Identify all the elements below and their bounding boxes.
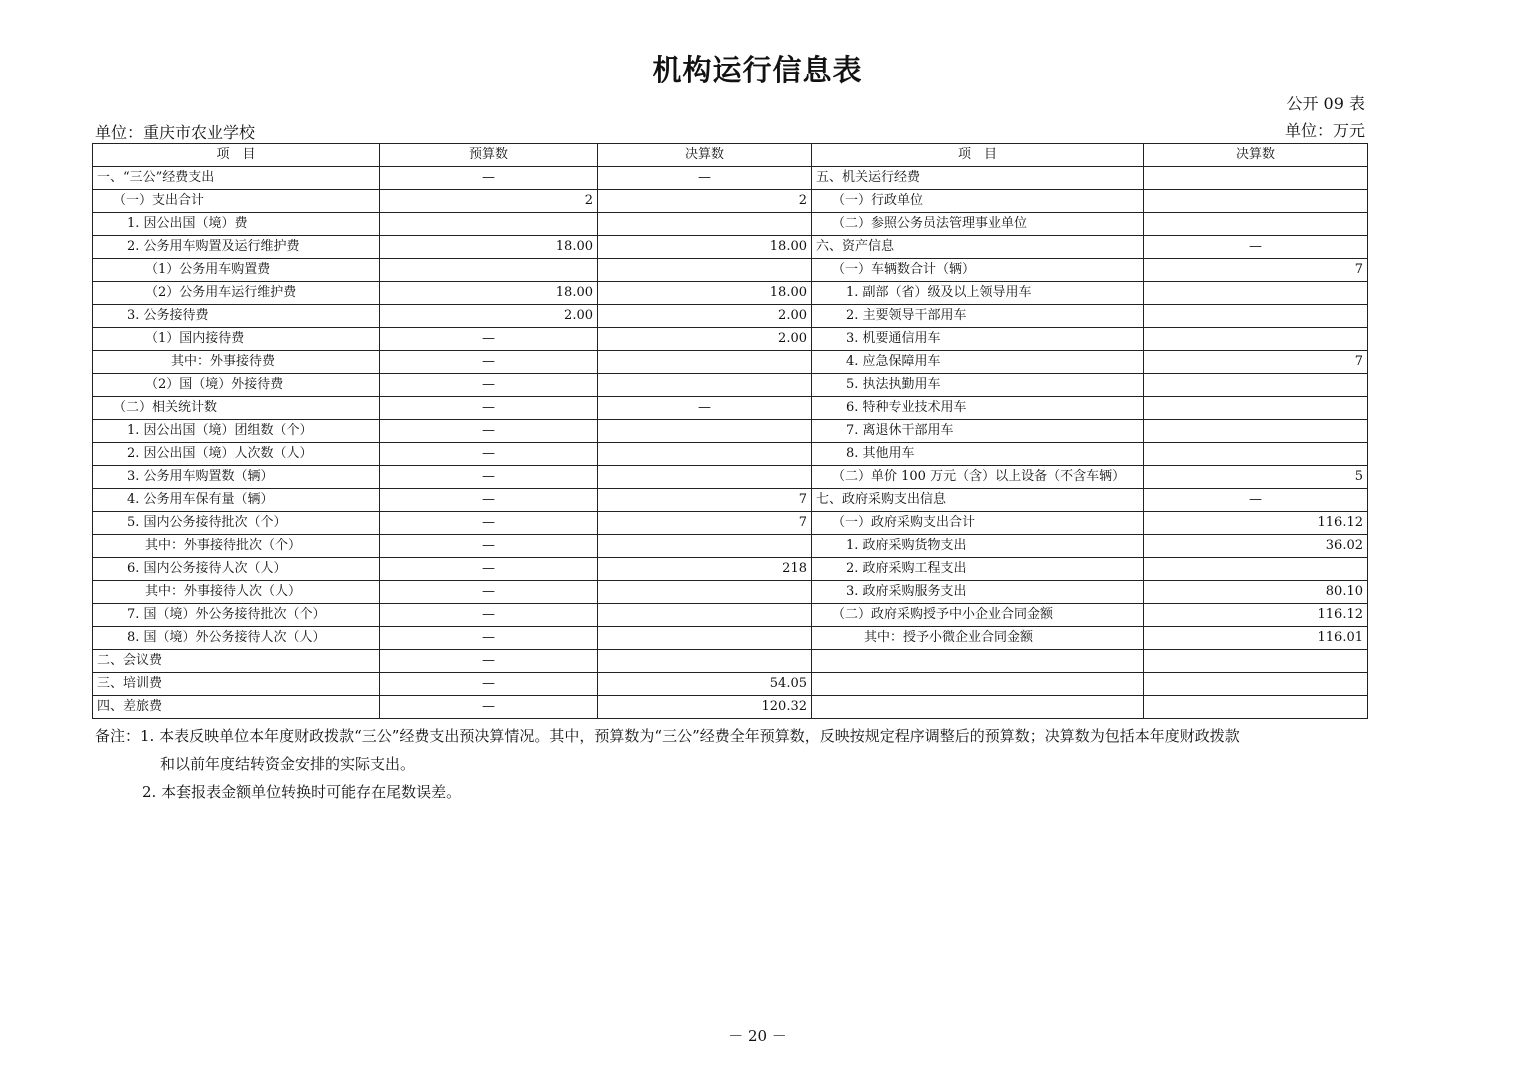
operation-info-table [92,143,1368,719]
final-right-cell: 7 [1144,259,1368,282]
item-left-cell: （2）公务用车运行维护费 [93,282,380,305]
budget-cell: 18.00 [380,282,598,305]
item-left-cell: 4. 公务用车保有量（辆） [93,489,380,512]
final-left-cell [598,604,812,627]
item-left-cell: 2. 因公出国（境）人次数（人） [93,443,380,466]
final-left-cell [598,443,812,466]
final-left-cell: 2.00 [598,328,812,351]
final-left-cell: 7 [598,512,812,535]
table-row [93,213,1368,236]
table-row [93,374,1368,397]
header-item-left: 项 目 [93,144,380,167]
item-left-cell: 8. 国（境）外公务接待人次（人） [93,627,380,650]
item-right-cell: 6. 特种专业技术用车 [812,397,1144,420]
table-header-row [93,144,1368,167]
item-left-cell: 3. 公务接待费 [93,305,380,328]
item-right-cell: 七、政府采购支出信息 [812,489,1144,512]
item-right-cell: （二）政府采购授予中小企业合同金额 [812,604,1144,627]
item-left-cell: 其中：外事接待人次（人） [93,581,380,604]
item-right-cell: （一）行政单位 [812,190,1144,213]
item-right-cell [812,696,1144,719]
final-left-cell: 120.32 [598,696,812,719]
item-right-cell: 2. 政府采购工程支出 [812,558,1144,581]
final-right-cell: 116.12 [1144,512,1368,535]
item-left-cell: 1. 因公出国（境）费 [93,213,380,236]
table-row [93,627,1368,650]
item-right-cell: （二）单价 100 万元（含）以上设备（不含车辆） [812,466,1144,489]
item-right-cell: （一）车辆数合计（辆） [812,259,1144,282]
budget-cell: — [380,673,598,696]
final-right-cell: 36.02 [1144,535,1368,558]
budget-cell [380,213,598,236]
item-left-cell: 6. 国内公务接待人次（人） [93,558,380,581]
budget-cell: 2.00 [380,305,598,328]
item-left-cell: （1）国内接待费 [93,328,380,351]
budget-cell [380,259,598,282]
final-left-cell: — [598,167,812,190]
item-left-cell: 一、“三公”经费支出 [93,167,380,190]
final-right-cell [1144,673,1368,696]
table-row [93,650,1368,673]
table-row [93,259,1368,282]
page-title: 机构运行信息表 [652,53,863,87]
item-right-cell: 2. 主要领导干部用车 [812,305,1144,328]
item-left-cell: （二）相关统计数 [93,397,380,420]
item-left-cell: 三、培训费 [93,673,380,696]
table-row [93,558,1368,581]
final-left-cell: 18.00 [598,236,812,259]
item-right-cell: 4. 应急保障用车 [812,351,1144,374]
budget-cell: — [380,420,598,443]
budget-cell: — [380,443,598,466]
table-row [93,581,1368,604]
item-left-cell: 5. 国内公务接待批次（个） [93,512,380,535]
item-right-cell: 1. 副部（省）级及以上领导用车 [812,282,1144,305]
budget-cell: — [380,627,598,650]
item-left-cell: 3. 公务用车购置数（辆） [93,466,380,489]
table-row [93,351,1368,374]
item-right-cell: 其中：授予小微企业合同金额 [812,627,1144,650]
table-row [93,305,1368,328]
final-left-cell [598,213,812,236]
final-left-cell [598,581,812,604]
budget-cell: — [380,535,598,558]
table-row [93,673,1368,696]
budget-cell: — [380,604,598,627]
item-right-cell: 3. 政府采购服务支出 [812,581,1144,604]
final-left-cell: 2 [598,190,812,213]
table-row [93,512,1368,535]
final-right-cell: 116.01 [1144,627,1368,650]
final-left-cell: 2.00 [598,305,812,328]
final-left-cell [598,351,812,374]
item-right-cell: 7. 离退休干部用车 [812,420,1144,443]
item-left-cell: 其中：外事接待批次（个） [93,535,380,558]
final-left-cell [598,259,812,282]
final-right-cell: 5 [1144,466,1368,489]
item-right-cell: （二）参照公务员法管理事业单位 [812,213,1144,236]
final-left-cell: 54.05 [598,673,812,696]
page-number: － 20 － [728,1027,787,1045]
note-line-2: 2. 本套报表金额单位转换时可能存在尾数误差。 [142,783,462,801]
item-right-cell [812,673,1144,696]
table-row [93,190,1368,213]
item-left-cell: 7. 国（境）外公务接待批次（个） [93,604,380,627]
item-left-cell: 四、差旅费 [93,696,380,719]
item-left-cell: （1）公务用车购置费 [93,259,380,282]
final-left-cell [598,535,812,558]
form-number: 公开 09 表 [1286,94,1365,113]
budget-cell: — [380,696,598,719]
budget-cell: 18.00 [380,236,598,259]
final-right-cell [1144,696,1368,719]
budget-cell: — [380,167,598,190]
final-right-cell: 7 [1144,351,1368,374]
final-right-cell [1144,282,1368,305]
budget-cell: — [380,328,598,351]
final-right-cell [1144,650,1368,673]
header-budget: 预算数 [380,144,598,167]
final-right-cell [1144,305,1368,328]
final-right-cell: 116.12 [1144,604,1368,627]
budget-cell: — [380,512,598,535]
table-row [93,535,1368,558]
table-row [93,420,1368,443]
final-right-cell [1144,397,1368,420]
table-row [93,328,1368,351]
header-item-right: 项 目 [812,144,1144,167]
table-row [93,443,1368,466]
final-right-cell [1144,558,1368,581]
item-left-cell: 2. 公务用车购置及运行维护费 [93,236,380,259]
item-right-cell: 8. 其他用车 [812,443,1144,466]
note-line-1-cont: 和以前年度结转资金安排的实际支出。 [160,755,416,773]
item-left-cell: （2）国（境）外接待费 [93,374,380,397]
header-final-left: 决算数 [598,144,812,167]
table-row [93,236,1368,259]
unit-name: 单位：重庆市农业学校 [95,123,256,142]
final-left-cell: 7 [598,489,812,512]
final-left-cell: 18.00 [598,282,812,305]
final-right-cell [1144,213,1368,236]
note-line-1: 备注：1. 本表反映单位本年度财政拨款“三公”经费支出预决算情况。其中，预算数为“三公”经费全年预算数，反映按规定程序调整后的预算数；决算数为包括本年度财政拨款 [95,727,1240,745]
final-left-cell [598,420,812,443]
currency-unit: 单位：万元 [1284,121,1365,140]
final-right-cell [1144,443,1368,466]
final-right-cell [1144,167,1368,190]
table-row [93,397,1368,420]
item-right-cell: 3. 机要通信用车 [812,328,1144,351]
final-left-cell [598,650,812,673]
final-right-cell: — [1144,236,1368,259]
item-right-cell: 六、资产信息 [812,236,1144,259]
table-row [93,696,1368,719]
item-left-cell: 二、会议费 [93,650,380,673]
table-row [93,489,1368,512]
final-left-cell: 218 [598,558,812,581]
item-right-cell: （一）政府采购支出合计 [812,512,1144,535]
final-right-cell: 80.10 [1144,581,1368,604]
budget-cell: — [380,558,598,581]
item-left-cell: 1. 因公出国（境）团组数（个） [93,420,380,443]
budget-cell: — [380,581,598,604]
table-row [93,604,1368,627]
budget-cell: — [380,351,598,374]
final-right-cell [1144,420,1368,443]
final-left-cell [598,466,812,489]
item-right-cell [812,650,1144,673]
final-right-cell [1144,374,1368,397]
budget-cell: — [380,466,598,489]
table-row [93,282,1368,305]
final-left-cell [598,374,812,397]
final-right-cell [1144,190,1368,213]
budget-cell: — [380,650,598,673]
item-right-cell: 5. 执法执勤用车 [812,374,1144,397]
table-row [93,466,1368,489]
table-row [93,167,1368,190]
final-left-cell [598,627,812,650]
budget-cell: 2 [380,190,598,213]
item-left-cell: （一）支出合计 [93,190,380,213]
budget-cell: — [380,374,598,397]
item-left-cell: 其中：外事接待费 [93,351,380,374]
budget-cell: — [380,489,598,512]
final-left-cell: — [598,397,812,420]
final-right-cell: — [1144,489,1368,512]
header-final-right: 决算数 [1144,144,1368,167]
notes [95,722,1240,806]
budget-cell: — [380,397,598,420]
final-right-cell [1144,328,1368,351]
item-right-cell: 五、机关运行经费 [812,167,1144,190]
item-right-cell: 1. 政府采购货物支出 [812,535,1144,558]
